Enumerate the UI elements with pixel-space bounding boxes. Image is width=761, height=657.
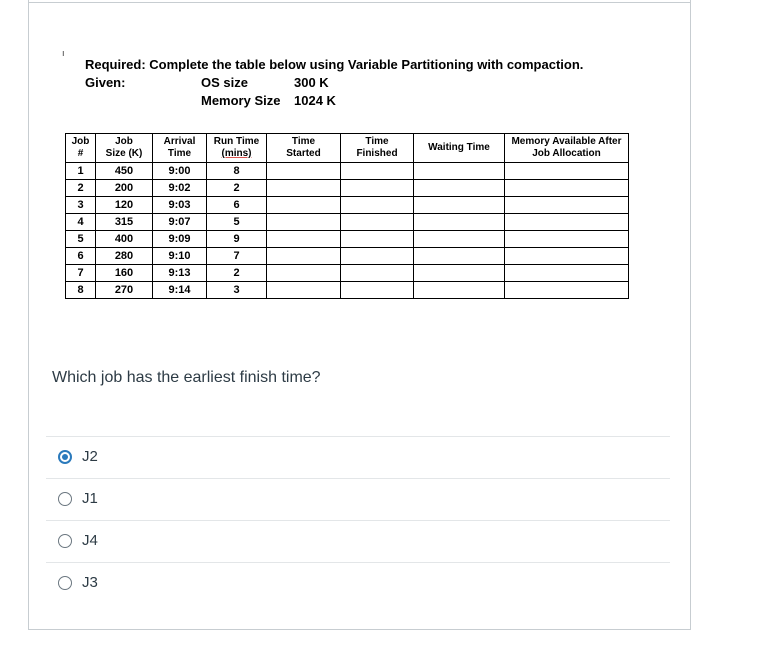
radio-button-icon[interactable] [58, 576, 72, 590]
header-job-number: Job # [66, 134, 96, 163]
cell [505, 163, 629, 180]
cell: 9:13 [153, 265, 207, 282]
table-row [66, 265, 629, 282]
cell: 5 [66, 231, 96, 248]
radio-button-icon[interactable] [58, 492, 72, 506]
header-waiting-time: Waiting Time [414, 134, 505, 163]
cell: 9:10 [153, 248, 207, 265]
cell: 9:02 [153, 180, 207, 197]
cell: 5 [207, 214, 267, 231]
cell [341, 265, 414, 282]
cell: 2 [207, 265, 267, 282]
cell: 3 [66, 197, 96, 214]
cell: 2 [207, 180, 267, 197]
memory-size-label: Memory Size [201, 93, 281, 108]
cell [341, 180, 414, 197]
cell [267, 163, 341, 180]
header-job-size: Job Size (K) [96, 134, 153, 163]
cell: 120 [96, 197, 153, 214]
cell: 9:09 [153, 231, 207, 248]
cell: 2 [66, 180, 96, 197]
cell [505, 180, 629, 197]
cell: 9:00 [153, 163, 207, 180]
cell [414, 163, 505, 180]
required-statement: Required: Complete the table below using Variable Partitioning with compaction. [85, 57, 584, 72]
cell [414, 180, 505, 197]
radio-button-icon[interactable] [58, 534, 72, 548]
cell [267, 265, 341, 282]
os-size-value: 300 K [294, 75, 329, 90]
cell: 9:07 [153, 214, 207, 231]
cell: 200 [96, 180, 153, 197]
cell [267, 282, 341, 299]
cell [341, 214, 414, 231]
cell [414, 197, 505, 214]
cell [267, 248, 341, 265]
answer-label[interactable]: J2 [82, 448, 98, 465]
cell [505, 282, 629, 299]
cell [505, 265, 629, 282]
cell [267, 197, 341, 214]
cell: 4 [66, 214, 96, 231]
os-size-label: OS size [201, 75, 248, 90]
header-time-finished: Time Finished [341, 134, 414, 163]
cell: 270 [96, 282, 153, 299]
cell [414, 248, 505, 265]
given-label: Given: [85, 75, 126, 90]
card-top-divider [29, 2, 690, 3]
cell [505, 214, 629, 231]
cell: 8 [207, 163, 267, 180]
answer-label[interactable]: J3 [82, 574, 98, 591]
cell: 9:03 [153, 197, 207, 214]
cell: 1 [66, 163, 96, 180]
answer-list [46, 436, 670, 604]
cell: 9:14 [153, 282, 207, 299]
table-row [66, 180, 629, 197]
header-time-started: Time Started [267, 134, 341, 163]
answer-label[interactable]: J4 [82, 532, 98, 549]
cell [505, 231, 629, 248]
header-run-time: Run Time (mins) [207, 134, 267, 163]
cell [341, 231, 414, 248]
cell: 315 [96, 214, 153, 231]
cell: 160 [96, 265, 153, 282]
stray-marker: ı [62, 48, 65, 58]
cell: 450 [96, 163, 153, 180]
radio-button-selected-icon[interactable] [58, 450, 72, 464]
cell [341, 197, 414, 214]
cell: 7 [66, 265, 96, 282]
memory-size-value: 1024 K [294, 93, 336, 108]
table-row [66, 231, 629, 248]
cell [505, 197, 629, 214]
question-text: Which job has the earliest finish time? [52, 369, 321, 386]
cell [414, 231, 505, 248]
cell: 3 [207, 282, 267, 299]
cell: 400 [96, 231, 153, 248]
header-arrival-time: Arrival Time [153, 134, 207, 163]
header-memory-available: Memory Available After Job Allocation [505, 134, 629, 163]
table-row [66, 197, 629, 214]
table-row [66, 163, 629, 180]
cell [414, 265, 505, 282]
cell: 7 [207, 248, 267, 265]
table-row [66, 248, 629, 265]
quiz-question-card [28, 0, 691, 630]
cell [341, 163, 414, 180]
answer-option-j1[interactable] [46, 478, 670, 520]
answer-option-j3[interactable] [46, 562, 670, 604]
cell [341, 282, 414, 299]
job-table [65, 133, 629, 299]
cell: 6 [66, 248, 96, 265]
cell: 8 [66, 282, 96, 299]
answer-option-j4[interactable] [46, 520, 670, 562]
cell [267, 231, 341, 248]
cell [414, 214, 505, 231]
cell: 9 [207, 231, 267, 248]
cell [505, 248, 629, 265]
cell: 6 [207, 197, 267, 214]
cell [267, 214, 341, 231]
answer-label[interactable]: J1 [82, 490, 98, 507]
cell [414, 282, 505, 299]
table-row [66, 214, 629, 231]
table-row [66, 282, 629, 299]
cell [267, 180, 341, 197]
cell [341, 248, 414, 265]
cell: 280 [96, 248, 153, 265]
answer-option-j2[interactable] [46, 436, 670, 478]
table-header-row [66, 134, 629, 163]
